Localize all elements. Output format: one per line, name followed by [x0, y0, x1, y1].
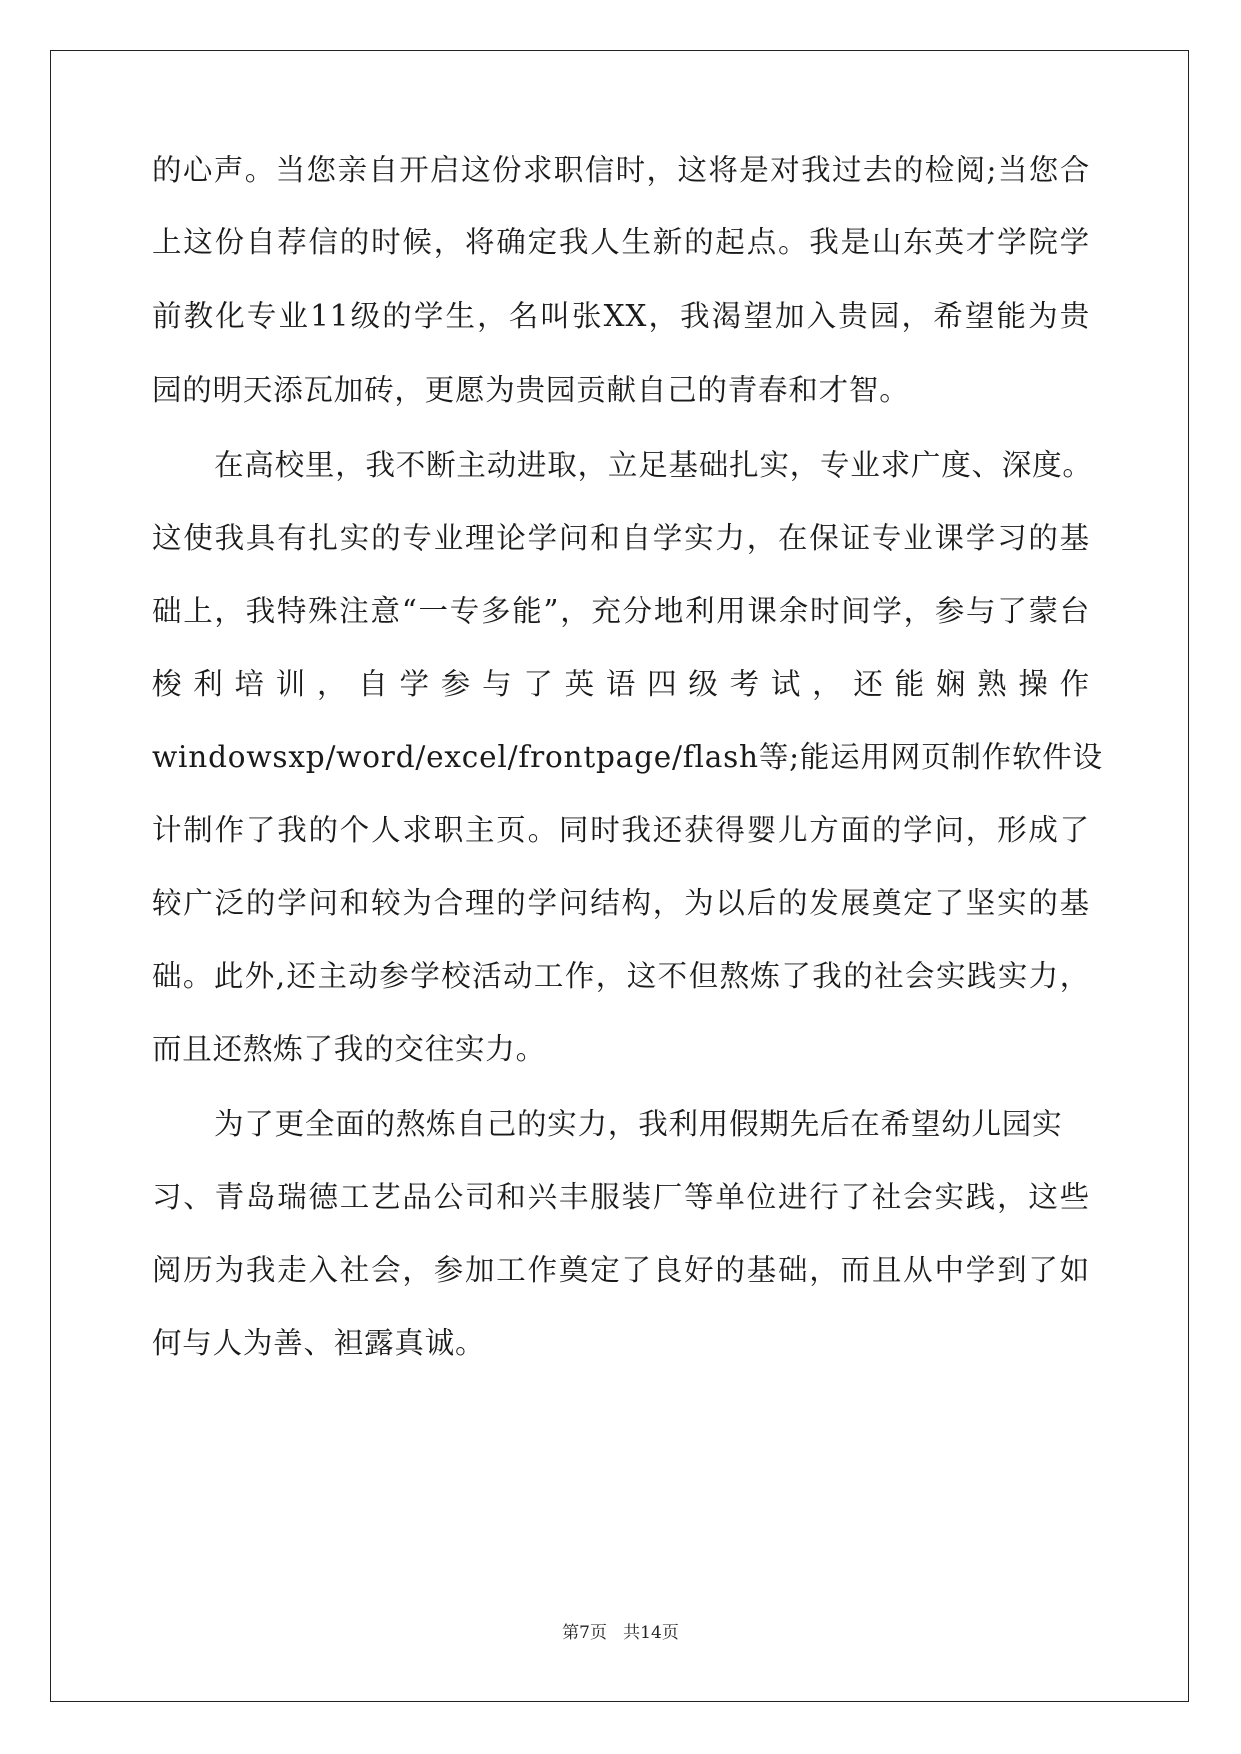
- paragraph-2-line-9: 而且还熬炼了我的交往实力。: [152, 1032, 546, 1066]
- paragraph-2-line-8: 础。此外,还主动参学校活动工作，这不但熬炼了我的社会实践实力，: [152, 959, 1090, 993]
- paragraph-1-line-4: 园的明天添瓦加砖，更愿为贵园贡献自己的青春和才智。: [152, 373, 910, 407]
- paragraph-2-line-5: windowsxp/word/excel/frontpage/flash等;能运用网页制作软件设: [152, 740, 1103, 774]
- paragraph-1-line-3: 前教化专业11级的学生，名叫张XX，我渴望加入贵园，希望能为贵: [152, 299, 1090, 333]
- page-number-footer: 第7页 共14页: [562, 1623, 679, 1643]
- paragraph-2-line-3: 础上，我特殊注意“一专多能”，充分地利用课余时间学，参与了蒙台: [152, 594, 1090, 628]
- paragraph-3-line-3: 阅历为我走入社会，参加工作奠定了良好的基础，而且从中学到了如: [152, 1253, 1090, 1287]
- paragraph-3-line-2: 习、青岛瑞德工艺品公司和兴丰服装厂等单位进行了社会实践，这些: [152, 1180, 1090, 1214]
- paragraph-1-line-1: 的心声。当您亲自开启这份求职信时，这将是对我过去的检阅;当您合: [152, 153, 1090, 187]
- paragraph-2-line-1: 在高校里，我不断主动进取，立足基础扎实，专业求广度、深度。: [214, 448, 1093, 482]
- paragraph-3-line-4: 何与人为善、袒露真诚。: [152, 1326, 486, 1360]
- paragraph-2-line-7: 较广泛的学问和较为合理的学问结构，为以后的发展奠定了坚实的基: [152, 886, 1090, 920]
- paragraph-1-line-2: 上这份自荐信的时候，将确定我人生新的起点。我是山东英才学院学: [152, 225, 1090, 259]
- paragraph-2-line-6: 计制作了我的个人求职主页。同时我还获得婴儿方面的学问，形成了: [152, 813, 1090, 847]
- paragraph-2-line-2: 这使我具有扎实的专业理论学问和自学实力，在保证专业课学习的基: [152, 521, 1090, 555]
- paragraph-2-line-4: 梭 利 培 训 ， 自 学 参 与 了 英 语 四 级 考 试 ， 还 能 娴 熟 操 作: [152, 667, 1090, 701]
- paragraph-3-line-1: 为了更全面的熬炼自己的实力，我利用假期先后在希望幼儿园实: [214, 1107, 1063, 1141]
